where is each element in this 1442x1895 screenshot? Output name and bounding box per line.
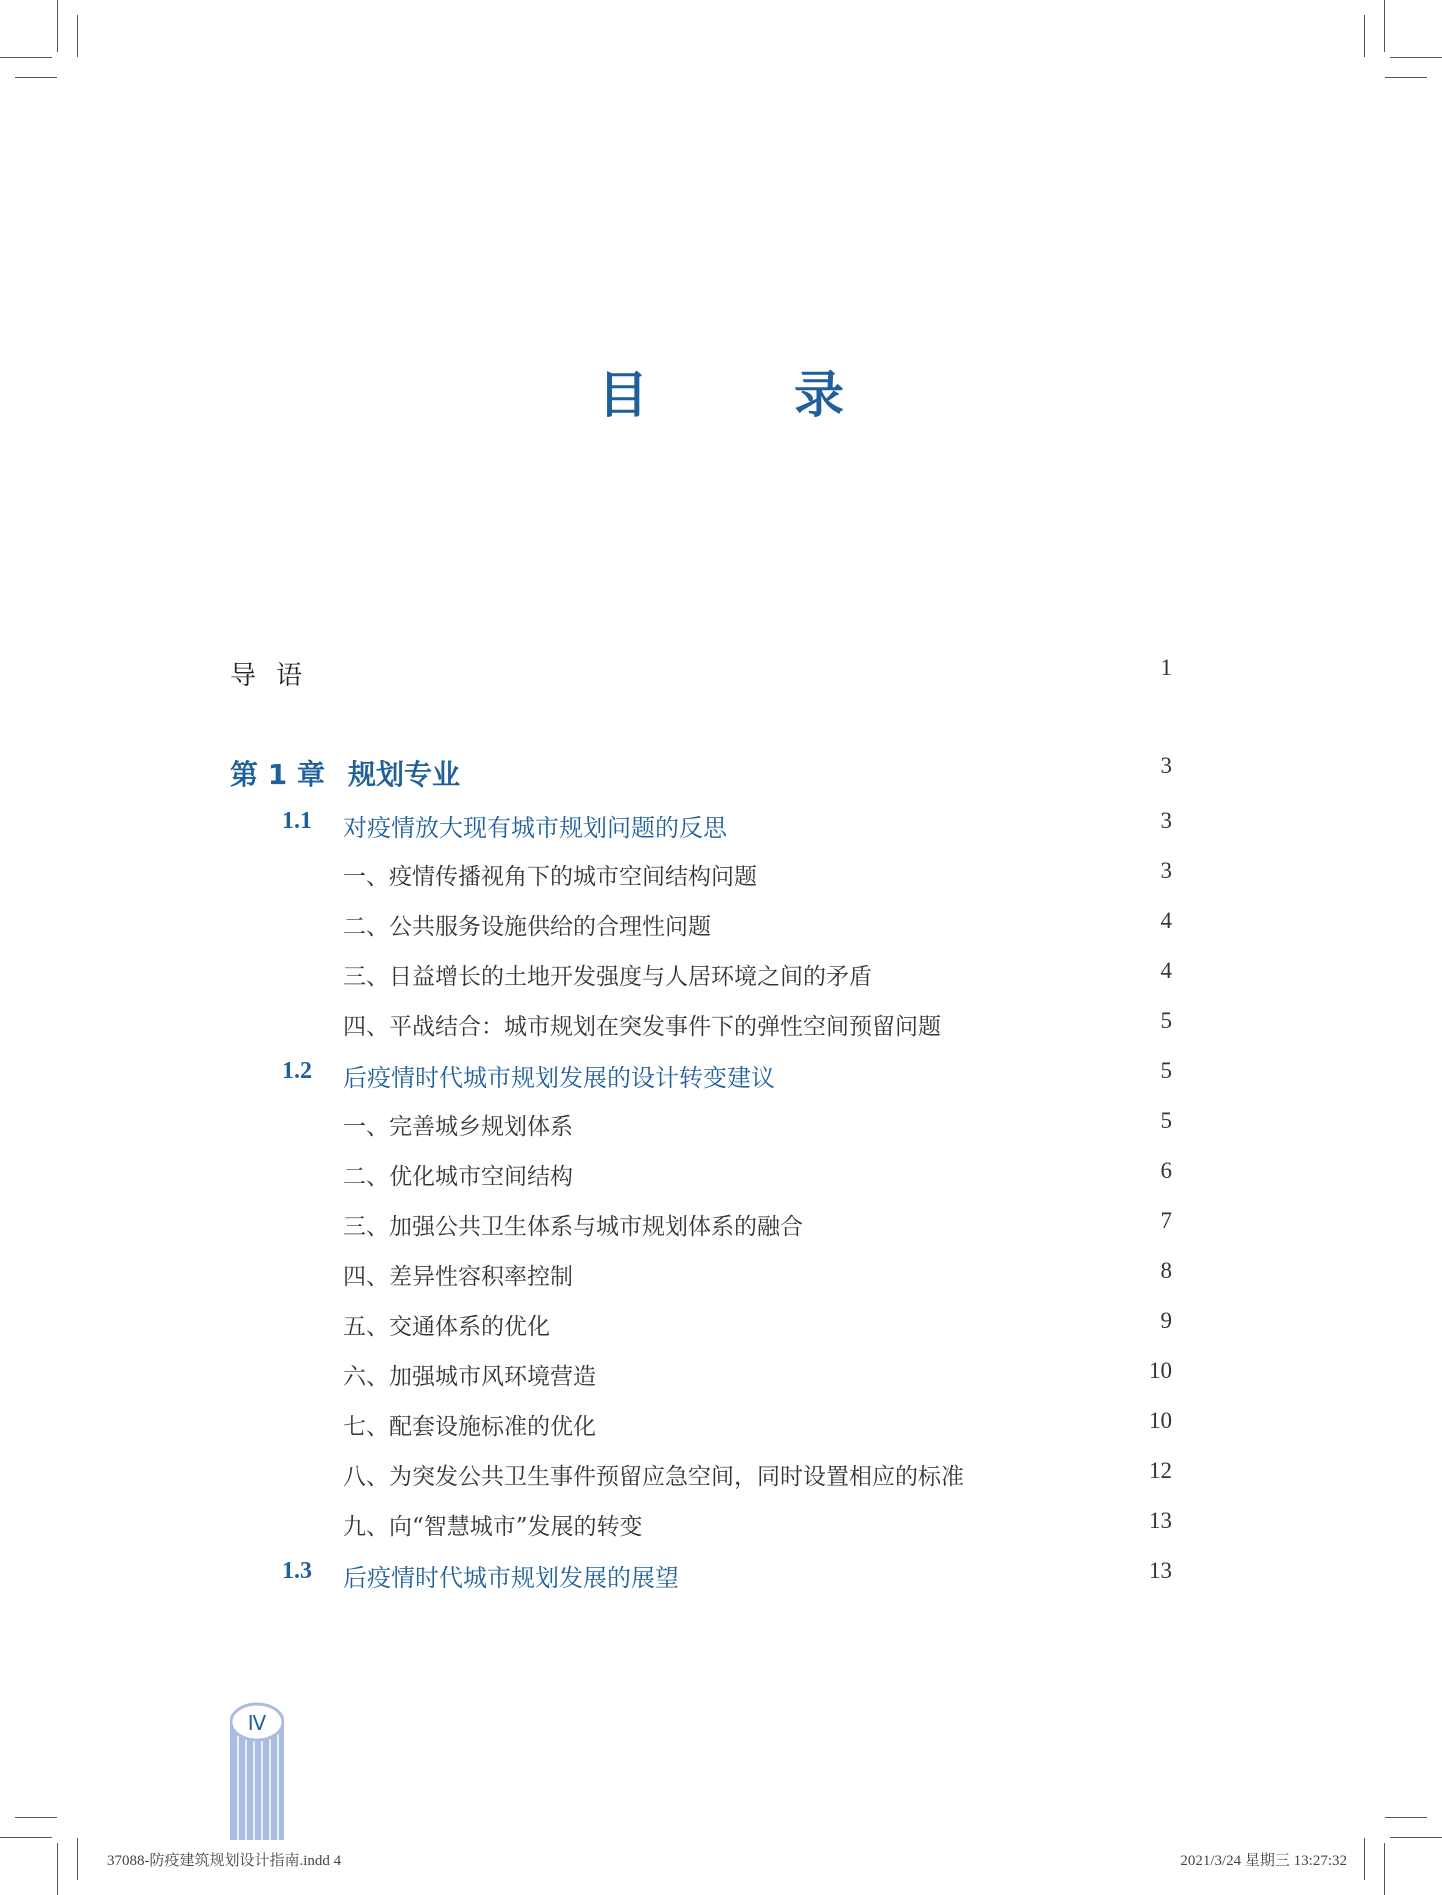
section-label: 后疫情时代城市规划发展的设计转变建议 xyxy=(343,1064,775,1092)
item-label: 一、完善城乡规划体系 xyxy=(343,1114,573,1140)
toc-page-number: 4 xyxy=(1160,908,1172,933)
toc-page-number: 1 xyxy=(1160,655,1172,680)
toc-intro[interactable] xyxy=(0,655,1442,695)
section-label: 对疫情放大现有城市规划问题的反思 xyxy=(343,814,727,842)
toc-page-number: 7 xyxy=(1160,1208,1172,1233)
toc-section[interactable] xyxy=(0,1558,1442,1598)
toc-page-number: 8 xyxy=(1160,1258,1172,1283)
toc-chapter[interactable] xyxy=(0,753,1442,793)
toc-item[interactable] xyxy=(0,1508,1442,1548)
toc-page-number: 5 xyxy=(1160,1008,1172,1033)
footer-timestamp: 2021/3/24 星期三 13:27:32 xyxy=(1180,1853,1347,1869)
item-label: 八、为突发公共卫生事件预留应急空间，同时设置相应的标准 xyxy=(343,1464,964,1490)
toc-page-number: 3 xyxy=(1160,753,1172,778)
toc-page-number: 13 xyxy=(1149,1508,1172,1533)
toc-section[interactable] xyxy=(0,808,1442,848)
toc-page-number: 4 xyxy=(1160,958,1172,983)
toc-page-number: 12 xyxy=(1149,1458,1172,1483)
toc-item[interactable] xyxy=(0,858,1442,898)
toc-page-number: 10 xyxy=(1149,1358,1172,1383)
item-label: 四、平战结合：城市规划在突发事件下的弹性空间预留问题 xyxy=(343,1014,941,1040)
toc-page-number: 9 xyxy=(1160,1308,1172,1333)
section-number: 1.1 xyxy=(282,808,312,834)
toc-intro-label: 导语 xyxy=(230,661,323,691)
toc-item[interactable] xyxy=(0,908,1442,948)
toc-page-number: 6 xyxy=(1160,1158,1172,1183)
page-number-marker xyxy=(230,1700,284,1840)
toc-item[interactable] xyxy=(0,1158,1442,1198)
toc-item[interactable] xyxy=(0,1408,1442,1448)
item-label: 九、向“智慧城市”发展的转变 xyxy=(343,1514,643,1540)
toc-item[interactable] xyxy=(0,1108,1442,1148)
toc-page-number: 5 xyxy=(1160,1058,1172,1083)
section-number: 1.3 xyxy=(282,1558,312,1584)
toc-page-number: 13 xyxy=(1149,1558,1172,1583)
toc-page-number: 3 xyxy=(1160,858,1172,883)
toc-item[interactable] xyxy=(0,1458,1442,1498)
section-number: 1.2 xyxy=(282,1058,312,1084)
toc-item[interactable] xyxy=(0,1258,1442,1298)
toc-page-number: 10 xyxy=(1149,1408,1172,1433)
item-label: 四、差异性容积率控制 xyxy=(343,1264,573,1290)
item-label: 六、加强城市风环境营造 xyxy=(343,1364,596,1390)
toc-item[interactable] xyxy=(0,958,1442,998)
item-label: 三、日益增长的土地开发强度与人居环境之间的矛盾 xyxy=(343,964,872,990)
toc-item[interactable] xyxy=(0,1208,1442,1248)
chapter-label: 规划专业 xyxy=(348,758,461,791)
item-label: 二、优化城市空间结构 xyxy=(343,1164,573,1190)
page-title: 目 录 xyxy=(598,366,892,424)
section-label: 后疫情时代城市规划发展的展望 xyxy=(343,1564,679,1592)
item-label: 一、疫情传播视角下的城市空间结构问题 xyxy=(343,864,757,890)
toc-item[interactable] xyxy=(0,1308,1442,1348)
chapter-number: 第 1 章 xyxy=(230,758,325,791)
item-label: 二、公共服务设施供给的合理性问题 xyxy=(343,914,711,940)
toc-page-number: 3 xyxy=(1160,808,1172,833)
toc-page-number: 5 xyxy=(1160,1108,1172,1133)
toc-section[interactable] xyxy=(0,1058,1442,1098)
item-label: 五、交通体系的优化 xyxy=(343,1314,550,1340)
toc-item[interactable] xyxy=(0,1008,1442,1048)
toc-item[interactable] xyxy=(0,1358,1442,1398)
item-label: 七、配套设施标准的优化 xyxy=(343,1414,596,1440)
page-marker-label: Ⅳ xyxy=(247,1711,267,1735)
item-label: 三、加强公共卫生体系与城市规划体系的融合 xyxy=(343,1214,803,1240)
footer-file-info: 37088-防疫建筑规划设计指南.indd 4 xyxy=(107,1853,342,1869)
